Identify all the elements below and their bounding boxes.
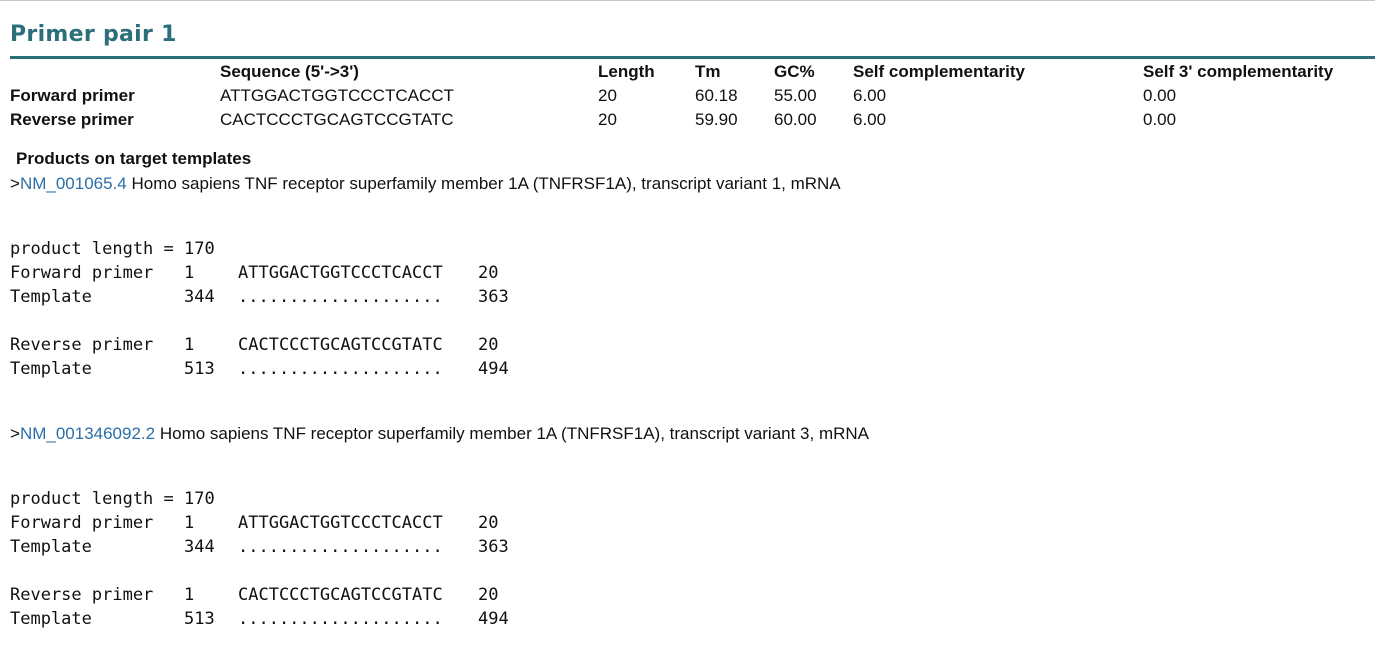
table-row	[10, 108, 1373, 132]
align-start: 513	[184, 609, 215, 629]
align-end: 494	[478, 609, 509, 629]
align-seq: ....................	[238, 359, 443, 379]
forward-self3-comp: 0.00	[1143, 86, 1177, 105]
reverse-length: 20	[598, 110, 617, 129]
alignment-reverse-primer	[10, 583, 509, 607]
forward-gc: 55.00	[774, 86, 817, 105]
align-label: Forward primer	[10, 513, 154, 533]
align-label: Template	[10, 609, 92, 629]
reverse-primer-label: Reverse primer	[10, 110, 134, 129]
reverse-self-comp: 6.00	[853, 110, 887, 129]
align-end: 20	[478, 263, 499, 283]
align-label: Reverse primer	[10, 335, 154, 355]
align-label: Forward primer	[10, 263, 154, 283]
align-start: 1	[184, 513, 195, 533]
title-underline	[10, 56, 1375, 59]
template-title-1	[10, 174, 841, 194]
align-label: Template	[10, 359, 92, 379]
align-seq: ....................	[238, 537, 443, 557]
align-label: Template	[10, 537, 92, 557]
alignment-forward-primer	[10, 511, 509, 535]
align-label: Reverse primer	[10, 585, 154, 605]
header-length: Length	[598, 62, 655, 81]
reverse-tm: 59.90	[695, 110, 738, 129]
header-blank	[10, 60, 220, 84]
alignment-spacer	[10, 309, 509, 333]
align-start: 344	[184, 537, 215, 557]
forward-primer-label: Forward primer	[10, 86, 135, 105]
align-start: 513	[184, 359, 215, 379]
align-end: 20	[478, 585, 499, 605]
template-prefix: >	[10, 424, 20, 443]
products-heading: Products on target templates	[16, 149, 252, 168]
table-row	[10, 84, 1373, 108]
align-seq: ....................	[238, 609, 443, 629]
forward-self-comp: 6.00	[853, 86, 887, 105]
align-start: 1	[184, 335, 195, 355]
reverse-self3-comp: 0.00	[1143, 110, 1177, 129]
header-self3-comp: Self 3' complementarity	[1143, 62, 1334, 81]
template-description: Homo sapiens TNF receptor superfamily member 1A (TNFRSF1A), transcript variant 1, mRNA	[126, 174, 841, 193]
alignment-block-1	[10, 237, 509, 381]
primer-table	[10, 60, 1373, 132]
align-start: 1	[184, 585, 195, 605]
forward-tm: 60.18	[695, 86, 738, 105]
product-length: product length = 170	[10, 489, 215, 509]
alignment-forward-template	[10, 285, 509, 309]
forward-length: 20	[598, 86, 617, 105]
template-title-2	[10, 424, 869, 444]
primer-table-header	[10, 60, 1373, 84]
alignment-reverse-template	[10, 607, 509, 631]
align-seq: CACTCCCTGCAGTCCGTATC	[238, 335, 443, 355]
accession-link-1[interactable]: NM_001065.4	[19, 174, 127, 193]
forward-sequence: ATTGGACTGGTCCCTCACCT	[220, 86, 454, 105]
product-length: product length = 170	[10, 239, 215, 259]
align-end: 494	[478, 359, 509, 379]
header-tm: Tm	[695, 62, 721, 81]
primer-pair-title: Primer pair 1	[10, 22, 177, 47]
alignment-forward-template	[10, 535, 509, 559]
alignment-block-2	[10, 487, 509, 631]
header-gc: GC%	[774, 62, 815, 81]
align-end: 363	[478, 287, 509, 307]
top-divider	[0, 0, 1375, 1]
align-seq: CACTCCCTGCAGTCCGTATC	[238, 585, 443, 605]
alignment-reverse-template	[10, 357, 509, 381]
align-seq: ATTGGACTGGTCCCTCACCT	[238, 513, 443, 533]
template-description: Homo sapiens TNF receptor superfamily member 1A (TNFRSF1A), transcript variant 3, mRNA	[155, 424, 870, 443]
align-end: 20	[478, 335, 499, 355]
align-seq: ....................	[238, 287, 443, 307]
alignment-reverse-primer	[10, 333, 509, 357]
align-start: 1	[184, 263, 195, 283]
alignment-spacer	[10, 559, 509, 583]
align-end: 20	[478, 513, 499, 533]
header-self-comp: Self complementarity	[853, 62, 1025, 81]
alignment-forward-primer	[10, 261, 509, 285]
align-seq: ATTGGACTGGTCCCTCACCT	[238, 263, 443, 283]
align-start: 344	[184, 287, 215, 307]
align-end: 363	[478, 537, 509, 557]
reverse-gc: 60.00	[774, 110, 817, 129]
template-prefix: >	[10, 174, 20, 193]
align-label: Template	[10, 287, 92, 307]
reverse-sequence: CACTCCCTGCAGTCCGTATC	[220, 110, 454, 129]
header-sequence: Sequence (5'->3')	[220, 62, 359, 81]
accession-link-2[interactable]: NM_001346092.2	[19, 424, 156, 443]
